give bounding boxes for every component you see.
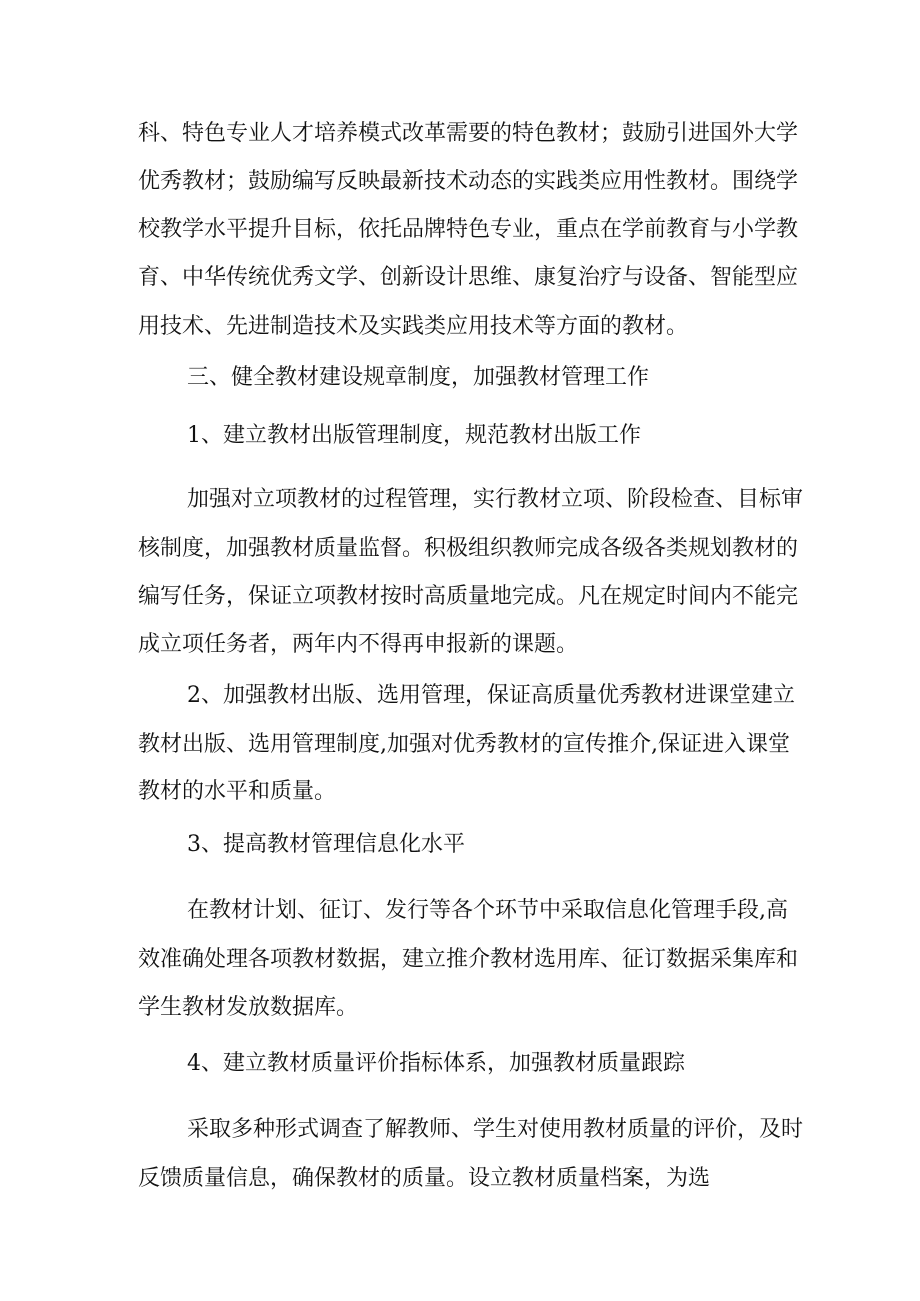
paragraph-line: 成立项任务者，两年内不得再申报新的课题。 xyxy=(138,632,579,657)
paragraph-line: 加强对立项教材的过程管理，实行教材立项、阶段检查、目标审 xyxy=(187,487,804,512)
subsection-heading: 1、建立教材出版管理制度，规范教材出版工作 xyxy=(187,423,641,448)
paragraph-line: 优秀教材；鼓励编写反映最新技术动态的实践类应用性教材。围绕学 xyxy=(138,169,799,194)
paragraph-line: 在教材计划、征订、发行等各个环节中采取信息化管理手段,高 xyxy=(187,898,788,923)
paragraph-line: 核制度，加强教材质量监督。积极组织教师完成各级各类规划教材的 xyxy=(138,536,799,561)
paragraph-line: 科、特色专业人才培养模式改革需要的特色教材；鼓励引进国外大学 xyxy=(138,121,799,146)
subsection-heading: 2、加强教材出版、选用管理，保证高质量优秀教材进课堂建立 xyxy=(187,683,795,708)
paragraph-line: 学生教材发放数据库。 xyxy=(138,995,359,1020)
paragraph-line: 效准确处理各项教材数据，建立推介教材选用库、征订数据采集库和 xyxy=(138,947,799,972)
paragraph-line: 育、中华传统优秀文学、创新设计思维、康复治疗与设备、智能型应 xyxy=(138,265,799,290)
section-heading: 三、健全教材建设规章制度，加强教材管理工作 xyxy=(187,365,650,390)
paragraph-line: 采取多种形式调查了解教师、学生对使用教材质量的评价，及时 xyxy=(187,1117,804,1142)
paragraph-line: 编写任务，保证立项教材按时高质量地完成。凡在规定时间内不能完 xyxy=(138,584,799,609)
paragraph-line: 反馈质量信息，确保教材的质量。设立教材质量档案，为选 xyxy=(138,1166,711,1191)
paragraph-line: 校教学水平提升目标，依托品牌特色专业，重点在学前教育与小学教 xyxy=(138,217,799,242)
paragraph-line: 用技术、先进制造技术及实践类应用技术等方面的教材。 xyxy=(138,314,689,339)
paragraph-line: 教材的水平和质量。 xyxy=(138,779,337,804)
paragraph-line: 教材出版、选用管理制度,加强对优秀教材的宣传推介,保证进入课堂 xyxy=(138,732,790,757)
subsection-heading: 3、提高教材管理信息化水平 xyxy=(187,832,465,857)
subsection-heading: 4、建立教材质量评价指标体系，加强教材质量跟踪 xyxy=(187,1051,685,1076)
